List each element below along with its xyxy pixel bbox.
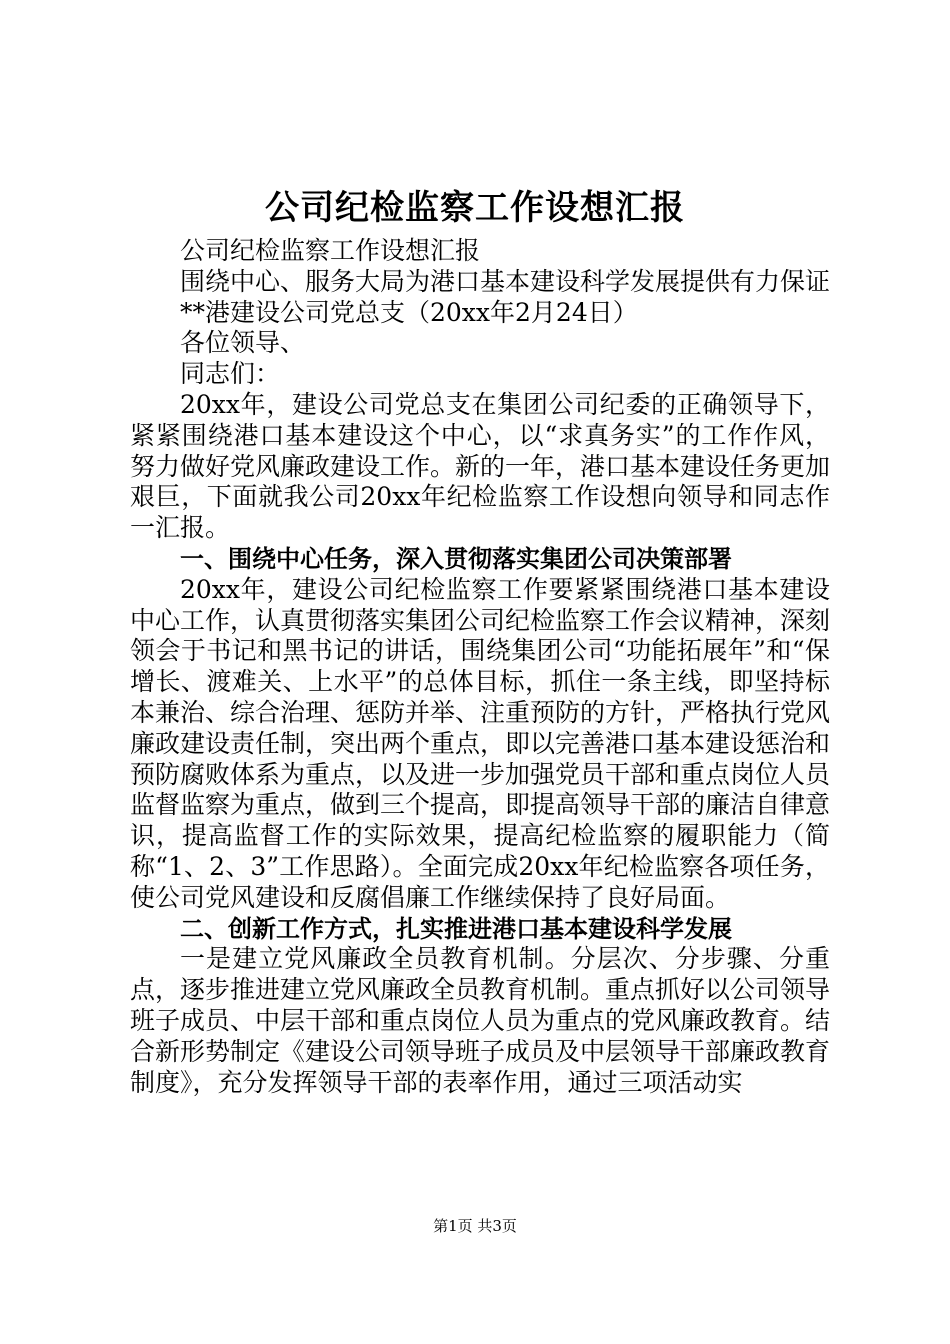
- body-paragraph: 同志们：: [180, 359, 281, 389]
- body-paragraph: 公司纪检监察工作设想汇报: [180, 236, 481, 265]
- body-paragraph: 围绕中心、服务大局为港口基本建设科学发展提供有力保证: [180, 266, 831, 296]
- section-heading: 一、围绕中心任务，深入贯彻落实集团公司决策部署: [180, 544, 732, 573]
- body-paragraph: 20xx年，建设公司党总支在集团公司纪委的正确领导下，紧紧围绕港口基本建设这个中心，以“求真务实”的工作作风，努力做好党风廉政建设工作。新的一年，港口基本建设任务更加艰巨，下面就我公司20xx年纪检监察工作设想向领导和同志作一汇报。: [130, 389, 831, 543]
- body-paragraph: 一是建立党风廉政全员教育机制。分层次、分步骤、分重点，逐步推进建立党风廉政全员教育机制。重点抓好以公司领导班子成员、中层干部和重点岗位人员为重点的党风廉政教育。结合新形势制定《建设公司领导班子成员及中层领导干部廉政教育制度》，充分发挥领导干部的表率作用，通过三项活动实: [130, 944, 831, 1097]
- section-heading: 二、创新工作方式，扎实推进港口基本建设科学发展: [180, 914, 732, 943]
- page-footer: 第1页 共3页: [433, 1217, 517, 1235]
- document-title: 公司纪检监察工作设想汇报: [265, 188, 685, 228]
- body-paragraph: 20xx年，建设公司纪检监察工作要紧紧围绕港口基本建设中心工作，认真贯彻落实集团公司纪检监察工作会议精神，深刻领会于书记和黑书记的讲话，围绕集团公司“功能拓展年”和“保增长、渡难关、上水平”的总体目标，抓住一条主线，即坚持标本兼治、综合治理、惩防并举、注重预防的方针，严格执行党风廉政建设责任制，突出两个重点，即以完善港口基本建设惩治和预防腐败体系为重点，以及进一步加强党员干部和重点岗位人员监督监察为重点，做到三个提高，即提高领导干部的廉洁自律意识，提高监督工作的实际效果，提高纪检监察的履职能力（简称“1、2、3”工作思路）。全面完成20xx年纪检监察各项任务，使公司党风建设和反腐倡廉工作继续保持了良好局面。: [130, 574, 831, 912]
- body-paragraph: **港建设公司党总支（20xx年2月24日）: [180, 297, 638, 327]
- body-paragraph: 各位领导、: [180, 328, 306, 358]
- document-body: [130, 236, 830, 1098]
